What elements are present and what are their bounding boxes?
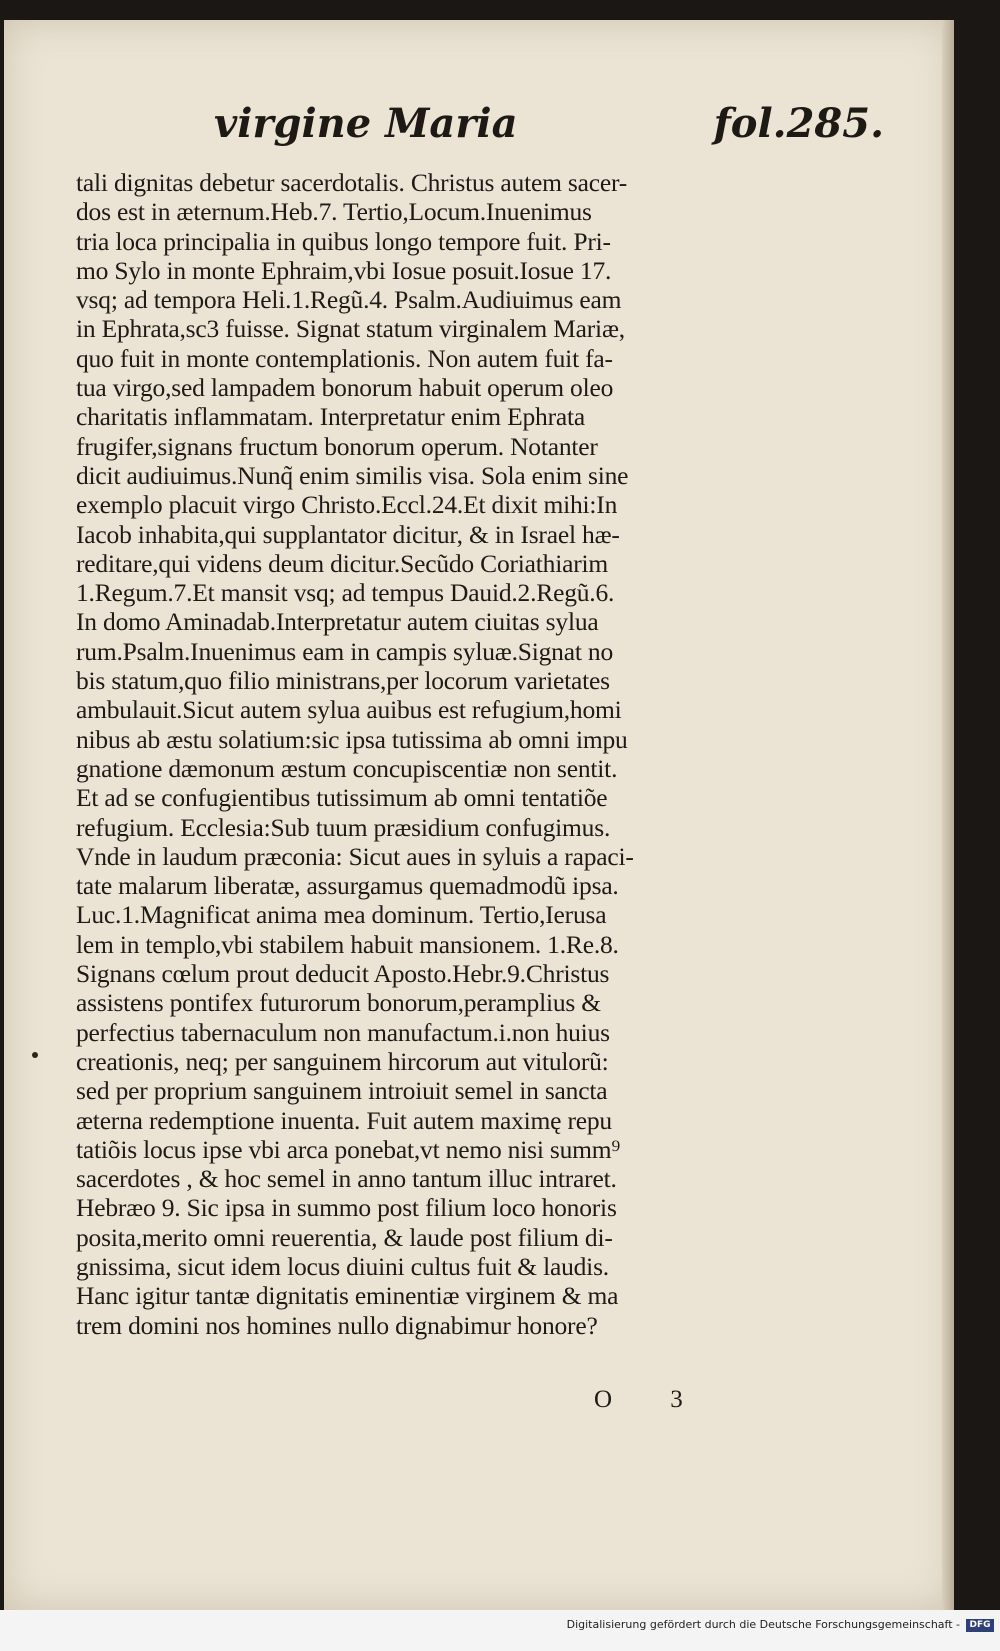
text-line: refugium. Ecclesia:Sub tuum præsidium confugimus. (76, 812, 611, 842)
text-line: assistens pontifex futurorum bonorum,peramplius & (76, 988, 601, 1018)
text-line: tatiõis locus ipse vbi arca ponebat,vt nemo nisi summ⁹ (76, 1134, 621, 1164)
text-line: 1.Regum.7.Et mansit vsq; ad tempus Dauid.2.Regũ.6. (76, 578, 615, 608)
folio-number: fol.285. (713, 100, 884, 147)
text-line: tali dignitas debetur sacerdotalis. Christus autem sacer- (76, 168, 628, 197)
book-page (4, 20, 954, 1610)
text-line: Iacob inhabita,qui supplantator dicitur, & in Israel hæ- (76, 519, 620, 549)
running-title: virgine Maria (214, 100, 518, 147)
text-line: sed per proprium sanguinem introiuit semel in sancta (76, 1076, 608, 1106)
page-edge (942, 20, 954, 1610)
text-line: charitatis inflammatam. Interpretatur enim Ephrata (76, 402, 585, 432)
text-line: gnissima, sicut idem locus diuini cultus fuit & laudis. (76, 1251, 609, 1281)
text-line: nibus ab æstu solatium:sic ipsa tutissima ab omni impu (76, 724, 628, 754)
dfg-logo: DFG (966, 1619, 994, 1632)
text-line: vsq; ad tempora Heli.1.Regũ.4. Psalm.Audiuimus eam (76, 285, 622, 315)
text-line: tria loca principalia in quibus longo tempore fuit. Pri- (76, 226, 611, 256)
text-line: in Ephrata,sc3 fuisse. Signat statum virginalem Mariæ, (76, 314, 625, 344)
text-line: dos est in æternum.Heb.7. Tertio,Locum.Inuenimus (76, 197, 592, 227)
text-line: gnatione dæmonum æstum concupiscentiæ non sentit. (76, 753, 618, 783)
text-line: quo fuit in monte contemplationis. Non autem fuit fa- (76, 343, 613, 373)
text-line: Signans cœlum prout deducit Aposto.Hebr.9.Christus (76, 959, 610, 989)
text-line: reditare,qui videns deum dicitur.Secũdo Coriathiarim (76, 548, 609, 578)
text-line: Luc.1.Magnificat anima mea dominum. Tertio,Ierusa (76, 900, 607, 930)
margin-mark (32, 1052, 38, 1058)
text-line: Vnde in laudum præconia: Sicut aues in syluis a rapaci- (76, 841, 634, 871)
text-line: posita,merito omni reuerentia, & laude post filium di- (76, 1222, 613, 1252)
text-line: In domo Aminadab.Interpretatur autem ciuitas sylua (76, 607, 599, 637)
digitization-credit: Digitalisierung gefördert durch die Deutsche Forschungsgemeinschaft - (566, 1618, 960, 1631)
text-line: mo Sylo in monte Ephraim,vbi Iosue posuit.Iosue 17. (76, 255, 612, 285)
text-line: Hanc igitur tantæ dignitatis eminentiæ virginem & ma (76, 1281, 619, 1311)
text-line: frugifer,signans fructum bonorum operum. Notanter (76, 431, 598, 461)
text-line: bis statum,quo filio ministrans,per locorum varietates (76, 666, 610, 696)
text-line: rum.Psalm.Inuenimus eam in campis syluæ.Signat no (76, 636, 613, 666)
signature-mark: O 3 (594, 1386, 709, 1413)
text-line: trem domini nos homines nullo dignabimur honore? (76, 1310, 598, 1340)
text-line: ambulauit.Sicut autem sylua auibus est refugium,homi (76, 695, 622, 725)
text-line: lem in templo,vbi stabilem habuit mansionem. 1.Re.8. (76, 929, 619, 959)
text-line: sacerdotes , & hoc semel in anno tantum illuc intraret. (76, 1164, 617, 1194)
text-line: Hebræo 9. Sic ipsa in summo post filium loco honoris (76, 1193, 617, 1223)
running-header (214, 100, 884, 160)
footer-bar (0, 1610, 1000, 1651)
text-line: Et ad se confugientibus tutissimum ab omni tentatiõe (76, 783, 608, 813)
text-line: exemplo placuit virgo Christo.Eccl.24.Et dixit mihi:In (76, 490, 618, 520)
text-line: dicit audiuimus.Nunq̃ enim similis visa. Sola enim sine (76, 460, 629, 490)
body-text (76, 168, 754, 1340)
text-line: tate malarum liberatæ, assurgamus quemadmodũ ipsa. (76, 871, 619, 901)
text-line: tua virgo,sed lampadem bonorum habuit operum oleo (76, 373, 614, 403)
text-line: æterna redemptione inuenta. Fuit autem maximę repu (76, 1105, 612, 1135)
text-line: perfectius tabernaculum non manufactum.i.non huius (76, 1017, 610, 1047)
text-line: creationis, neq; per sanguinem hircorum aut vitulorũ: (76, 1046, 609, 1076)
